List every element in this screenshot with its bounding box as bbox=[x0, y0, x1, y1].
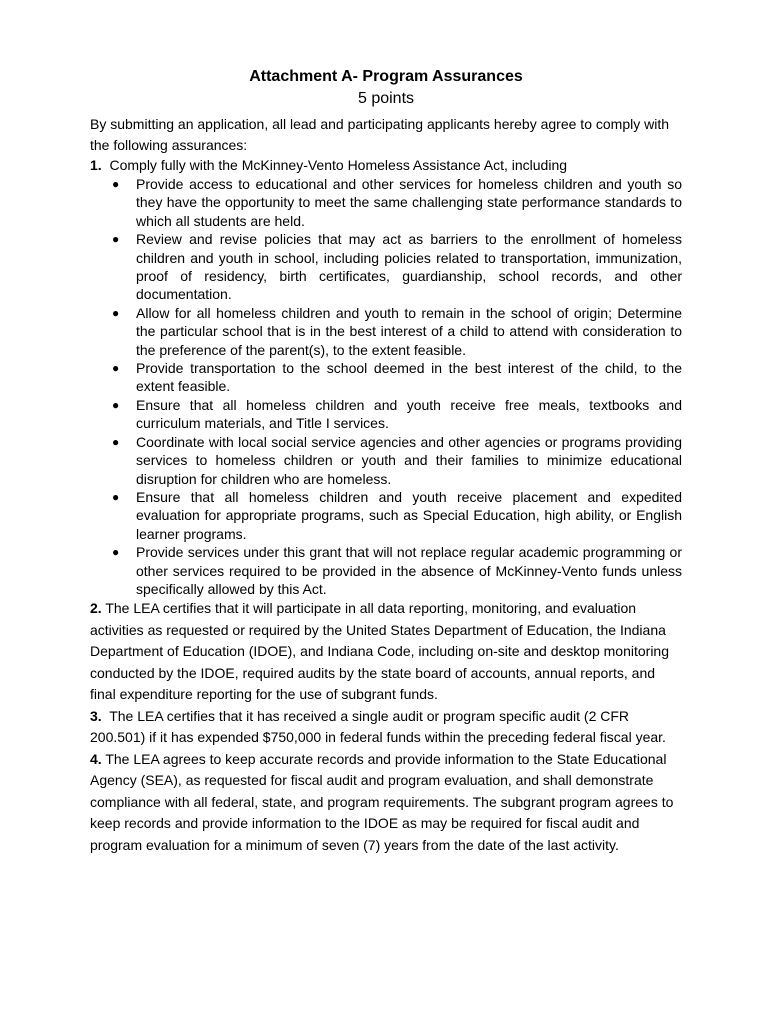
intro-paragraph: By submitting an application, all lead and participating applicants hereby agree to comply with the following assurances: bbox=[90, 116, 670, 153]
item-number: 1. bbox=[90, 157, 102, 173]
item-number: 4. bbox=[90, 750, 102, 767]
bullet-text: Provide services under this grant that will not replace regular academic programming or other services required to be provided in the absence of McKinney-Vento funds unless specifically allowed by this Act. bbox=[136, 544, 682, 597]
bullet-item bbox=[90, 230, 682, 304]
bullet-text: Allow for all homeless children and youth to remain in the school of origin; Determine the particular school that is in the best interest of a child to attend with consideration to the preference of the parent(s), to the extent feasible. bbox=[136, 304, 682, 358]
bullet-item bbox=[90, 304, 682, 359]
item-text: The LEA agrees to keep accurate records and provide information to the State Educational Agency (SEA), as requested for fiscal audit and program evaluation, and shall demonstrate compliance with all federal, state, and program requirements. The subgrant program agrees to keep records and provide information to the IDOE as may be required for fiscal audit and program evaluation for a minimum of seven (7) years from the date of the last activity. bbox=[90, 750, 674, 853]
bullet-item bbox=[90, 175, 682, 230]
bullet-dot-icon: ● bbox=[112, 397, 120, 412]
assurance-1-bullet-list bbox=[90, 175, 682, 598]
bullet-item bbox=[90, 433, 682, 488]
bullet-dot-icon: ● bbox=[112, 489, 120, 504]
page-title: Attachment A- Program Assurances bbox=[249, 68, 523, 85]
assurance-item-4 bbox=[90, 749, 682, 857]
item-number: 2. bbox=[90, 600, 102, 617]
bullet-dot-icon: ● bbox=[112, 305, 120, 320]
bullet-dot-icon: ● bbox=[112, 434, 120, 449]
bullet-text: Review and revise policies that may act as barriers to the enrollment of homeless children and youth in school, including policies related to transportation, immunization, proof of residency, birth certificates, guardianship, school records, and other documentation. bbox=[136, 231, 682, 303]
bullet-text: Coordinate with local social service agencies and other agencies or programs providing services to homeless children or youth and their families to minimize educational disruption for children who are homeless. bbox=[136, 433, 682, 487]
bullet-text: Provide access to educational and other services for homeless children and youth so they have the opportunity to meet the same challenging state performance standards to which all students are held. bbox=[136, 176, 682, 229]
bullet-dot-icon: ● bbox=[112, 232, 120, 247]
assurance-item-3 bbox=[90, 706, 682, 749]
page-subtitle: 5 points bbox=[357, 90, 415, 107]
document-page bbox=[90, 66, 682, 856]
bullet-item bbox=[90, 396, 682, 433]
bullet-dot-icon: ● bbox=[112, 361, 120, 376]
bullet-item bbox=[90, 488, 682, 543]
item-number: 3. bbox=[90, 707, 102, 724]
bullet-text: Ensure that all homeless children and youth receive free meals, textbooks and curriculum materials, and Title I services. bbox=[136, 396, 682, 432]
item-text: The LEA certifies that it has received a single audit or program specific audit (2 CFR 200.501) if it has expended $750,000 in federal funds within the preceding federal fiscal year. bbox=[90, 707, 666, 746]
bullet-item bbox=[90, 543, 682, 598]
item-text: Comply fully with the McKinney-Vento Homeless Assistance Act, including bbox=[109, 157, 568, 173]
bullet-dot-icon: ● bbox=[112, 545, 120, 560]
bullet-dot-icon: ● bbox=[112, 177, 120, 191]
bullet-text: Provide transportation to the school deemed in the best interest of the child, to the extent feasible. bbox=[136, 360, 682, 395]
bullet-item bbox=[90, 359, 682, 396]
assurance-item-1 bbox=[90, 156, 682, 175]
assurance-item-2 bbox=[90, 598, 682, 706]
bullet-text: Ensure that all homeless children and youth receive placement and expedited evaluation for appropriate programs, such as Special Education, high ability, or English learner programs. bbox=[136, 488, 682, 542]
item-text: The LEA certifies that it will participate in all data reporting, monitoring, and evaluation activities as requested or required by the United States Department of Education, the Indiana Department of Education (IDOE), and Indiana Code, including on-site and desktop monitoring conducted by the IDOE, required audits by the state board of accounts, annual reports, and final expenditure reporting for the use of subgrant funds. bbox=[90, 600, 670, 703]
